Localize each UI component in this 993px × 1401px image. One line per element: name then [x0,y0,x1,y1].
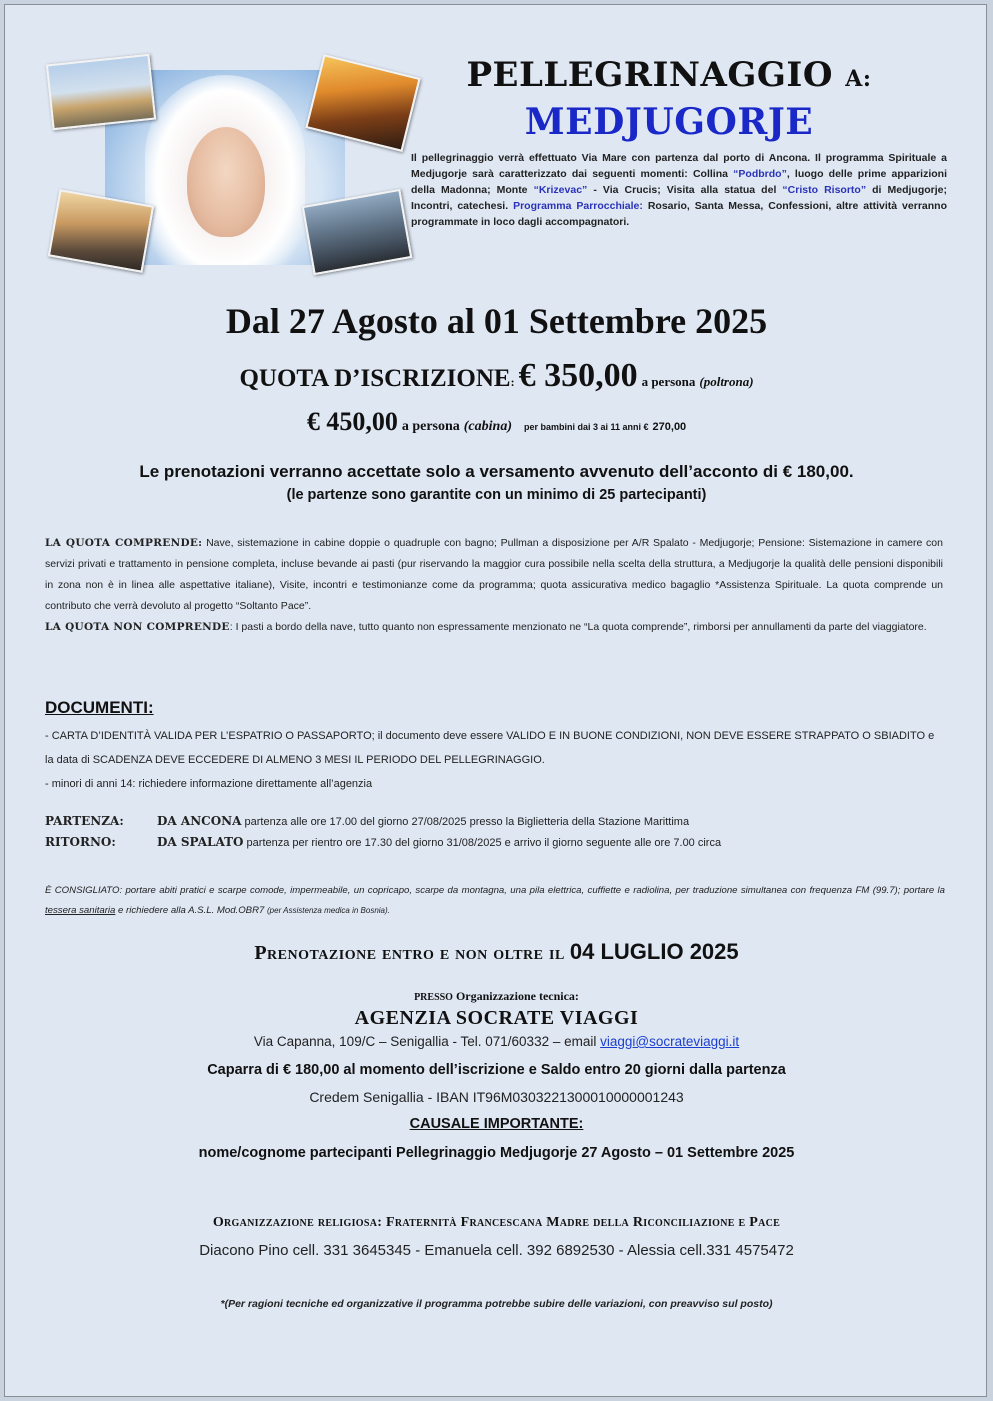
non-comprende-text: : I pasti a bordo della nave, tutto quanto non espressamente menzionato ne “La quota comprende”, rimborsi per annullamenti da parte del viaggiatore. [229,621,927,633]
organizzazione-religiosa: Organizzazione religiosa: Fraternità Francescana Madre della Riconciliazione e Pace [212,1215,781,1230]
quota-label: QUOTA D’ISCRIZIONE [239,365,511,392]
ritorno-row [45,832,945,853]
church-photo [46,54,156,131]
quota-colon: : [510,375,515,389]
title-line1: PELLEGRINAGGIO [466,55,833,95]
quota-price-poltrona: € 350,00 [518,357,638,394]
quota-per: a persona [641,374,696,389]
iban-line: Credem Senigallia - IBAN IT96M0303221300010000001243 [309,1089,684,1105]
partenza-label: PARTENZA: [45,814,124,828]
intro-text-5: Rosario, Santa Messa, Confessioni, altre attività verranno programmate in loco dagli accompagnatori. [411,200,947,228]
deadline-date: 04 LUGLIO 2025 [569,939,739,964]
consigliato-text-3: (per Assistenza medica in Bosnia). [267,906,390,915]
consigliato-paragraph [45,881,945,921]
causale-colon: : [578,1116,584,1132]
agenzia-address [5,1034,988,1049]
prenotazione-deadline [5,939,988,965]
quota-children: per bambini dai 3 ai 11 anni € [523,422,649,432]
contacts-line: Diacono Pino cell. 331 3645345 - Emanuela cell. 392 6892530 - Alessia cell.331 4575472 [199,1242,794,1259]
intro-text-2: , luogo delle prime apparizioni della Madonna; Monte [411,168,947,196]
title-medjugorje: MEDJUGORJE [524,101,814,143]
consigliato-text-2: e richiedere alla A.S.L. Mod.OBR7 [115,905,268,916]
intro-cristo: “Cristo Risorto” [782,184,867,196]
flyer-page [4,4,987,1397]
partenza-row [45,811,945,832]
intro-programma: Programma Parrocchiale: [513,200,643,212]
non-comprende-label: LA QUOTA NON COMPRENDE [45,621,230,633]
variazioni-note: *(Per ragioni tecniche ed organizzative il programma potrebbe subire delle variazioni, con preavviso sul posto) [220,1298,773,1310]
intro-text-4: di Medjugorje; Incontri, catechesi. [411,184,948,212]
quota-type-cabina: (cabina) [463,419,512,434]
email-link[interactable]: viaggi@socrateviaggi.it [600,1034,740,1049]
documenti-heading: DOCUMENTI: [45,698,154,717]
prenotazioni-line1: Le prenotazioni verranno accettate solo a versamento avvenuto dell’acconto di € 180,00. [139,462,854,481]
title-a: A: [845,66,872,92]
intro-podbrdo: “Podbrdo” [733,168,787,180]
caparra-line: Caparra di € 180,00 al momento dell’iscrizione e Saldo entro 20 giorni dalla partenza [207,1062,786,1078]
tessera-sanitaria: tessera sanitaria [45,905,116,916]
ritorno-place: DA SPALATO [157,835,244,849]
presso-label: PRESSO [414,992,453,1003]
comprende-label: LA QUOTA COMPRENDE: [45,537,203,549]
documenti-text [45,724,945,796]
trip-dates: Dal 27 Agosto al 01 Settembre 2025 [225,301,768,341]
causale-label: CAUSALE IMPORTANTE [409,1116,579,1132]
quota-children-price: 270,00 [652,421,687,433]
intro-text-1: Il pellegrinaggio verrà effettuato Via Mare con partenza dal porto di Ancona. Il programma Spirituale a Medjugorje sarà caratterizzato dai seguenti momenti: Collina [411,152,947,180]
madonna-photo-collage [45,45,421,277]
documenti-line2: - minori di anni 14: richiedere informazione direttamente all’agenzia [45,778,373,790]
quota-type-poltrona: (poltrona) [699,374,754,389]
causale-text: nome/cognome partecipanti Pellegrinaggio Medjugorje 27 Agosto – 01 Settembre 2025 [198,1145,795,1161]
address-text: Via Capanna, 109/C – Senigallia - Tel. 071/60332 – email [253,1034,601,1049]
deadline-text: Prenotazione entro e non oltre il [254,942,565,964]
presso-line [5,989,988,1004]
intro-krizevac: “Krizevac” [533,184,588,196]
ritorno-label: RITORNO: [45,835,116,849]
partenza-place: DA ANCONA [157,814,242,828]
consigliato-text-1: È CONSIGLIATO: portare abiti pratici e scarpe comode, impermeabile, un copricapo, scarpe da montagna, una pila elettrica, cuffiette e radiolina, per traduzione simultanea con frequenza FM (99.7); portare la [45,885,945,896]
agenzia-name: AGENZIA SOCRATE VIAGGI [354,1007,639,1029]
intro-paragraph [411,150,947,230]
prenotazioni-line2: (le partenze sono garantite con un minimo di 25 partecipanti) [286,487,707,503]
org-tecnica-label: Organizzazione tecnica: [455,989,579,1003]
documenti-line1: - CARTA D’IDENTITÀ VALIDA PER L’ESPATRIO O PASSAPORTO; il documento deve essere VALIDO E IN BUONE CONDIZIONI, NON DEVE ESSERE STRAPPATO O SBIADITO e la data di SCADENZA DEVE ECCEDERE DI ALMENO 3 MESI IL PERIODO DEL PELLEGRINAGGIO. [45,730,935,766]
quota-price-cabina: € 450,00 [306,407,398,436]
title-pellegrinaggio [439,55,899,95]
quota-comprende-section [45,533,943,638]
intro-text-3: - Via Crucis; Visita alla statua del [587,184,783,196]
quota-cabina-line [5,407,988,437]
comprende-text: Nave, sistemazione in cabine doppie o quadruple con bagno; Pullman a disposizione per A/R Spalato - Medjugorje; Pensione: Sistemazione in camere con servizi privati e trattamento in pensione completa, incluse bevande ai pasti (pur riservando la maggior cura possibile nella scelta della struttura, a Medjugorje la qualità delle pensioni disponibili in zona non è in linea alle aspettative italiane), Visite, incontri e testimonianze come da programma; quota assicurativa medico bagaglio *Assistenza Spirituale. La quota comprende un contributo che verrà devoluto al progetto “Soltanto Pace”. [45,537,943,612]
partenza-text: partenza alle ore 17.00 del giorno 27/08/2025 presso la Biglietteria della Stazione Marittima [241,816,690,828]
ritorno-text: partenza per rientro ore 17.30 del giorno 31/08/2025 e arrivo il giorno seguente alle ore 7.00 circa [243,837,722,849]
causale-heading [5,1116,988,1132]
quota-per2: a persona [401,419,460,434]
viaggio-section [45,811,945,853]
quota-line [5,357,988,395]
madonna-face-image [187,127,265,237]
